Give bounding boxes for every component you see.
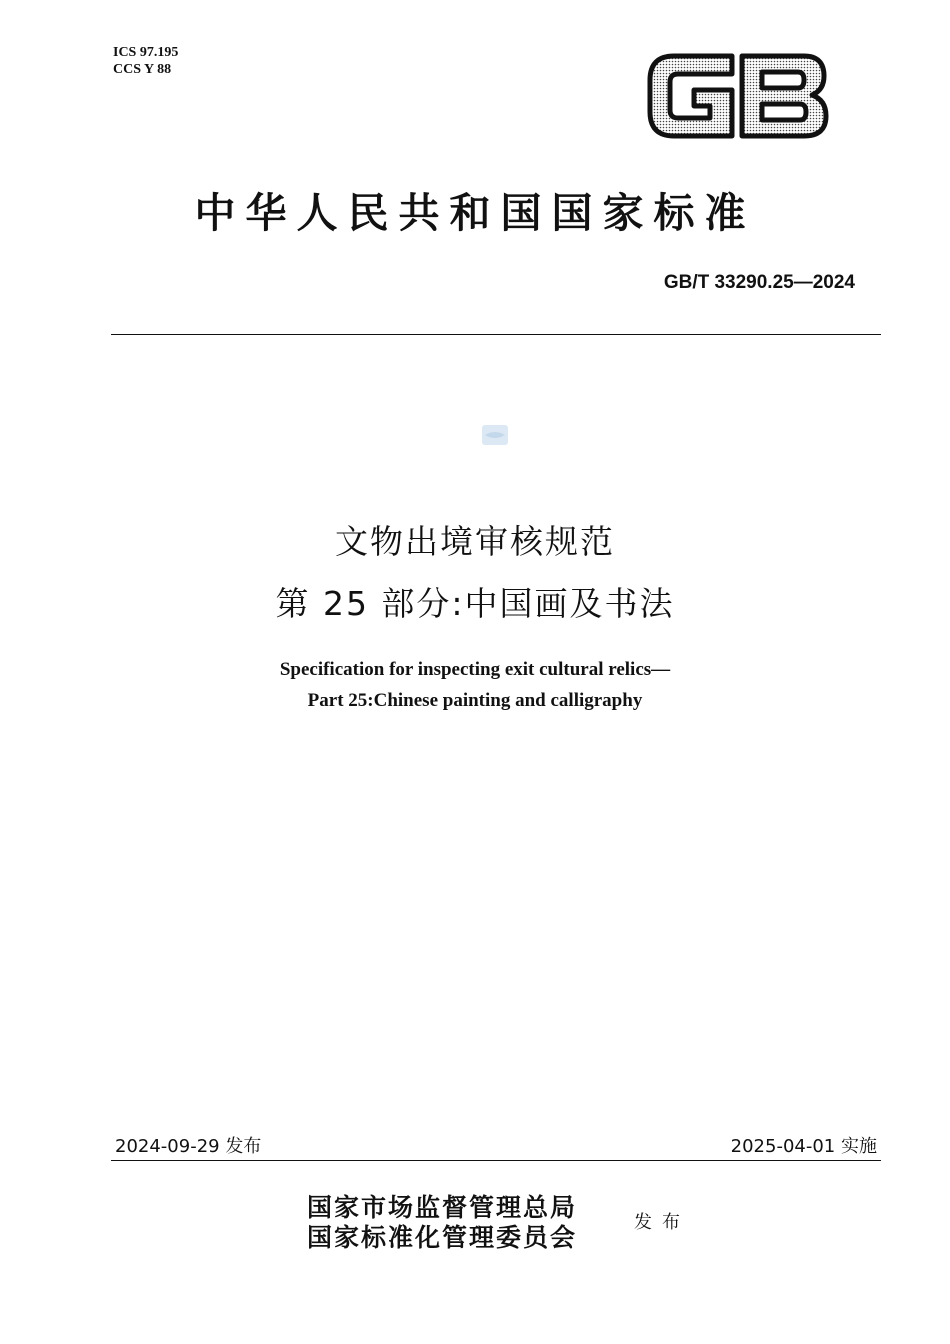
document-title-en-line2: Part 25:Chinese painting and calligraphy bbox=[307, 690, 643, 711]
document-title-en-line1: Specification for inspecting exit cultural relics— bbox=[279, 659, 671, 680]
standard-number: GB/T 33290.25—2024 bbox=[663, 272, 855, 293]
ics-code: ICS 97.195 bbox=[113, 45, 179, 60]
divider-top bbox=[111, 334, 881, 335]
sac-watermark-icon bbox=[481, 423, 509, 447]
document-title-cn-line1: 文物出境审核规范 bbox=[335, 522, 615, 561]
divider-bottom bbox=[111, 1160, 881, 1161]
classification-codes bbox=[113, 44, 178, 78]
document-title-cn-line2: 第 25 部分:中国画及书法 bbox=[275, 584, 675, 623]
issuer-line1: 国家市场监督管理总局 bbox=[307, 1193, 578, 1222]
implementation-date: 2025-04-01 实施 bbox=[730, 1136, 877, 1157]
issuer-line2: 国家标准化管理委员会 bbox=[307, 1223, 578, 1252]
release-date: 2024-09-29 发布 bbox=[115, 1136, 262, 1157]
gb-logo-icon bbox=[644, 48, 830, 144]
ccs-code: CCS Y 88 bbox=[113, 62, 172, 77]
publish-label: 发布 bbox=[634, 1212, 690, 1233]
national-standard-title: 中华人民共和国国家标准 bbox=[194, 189, 756, 237]
